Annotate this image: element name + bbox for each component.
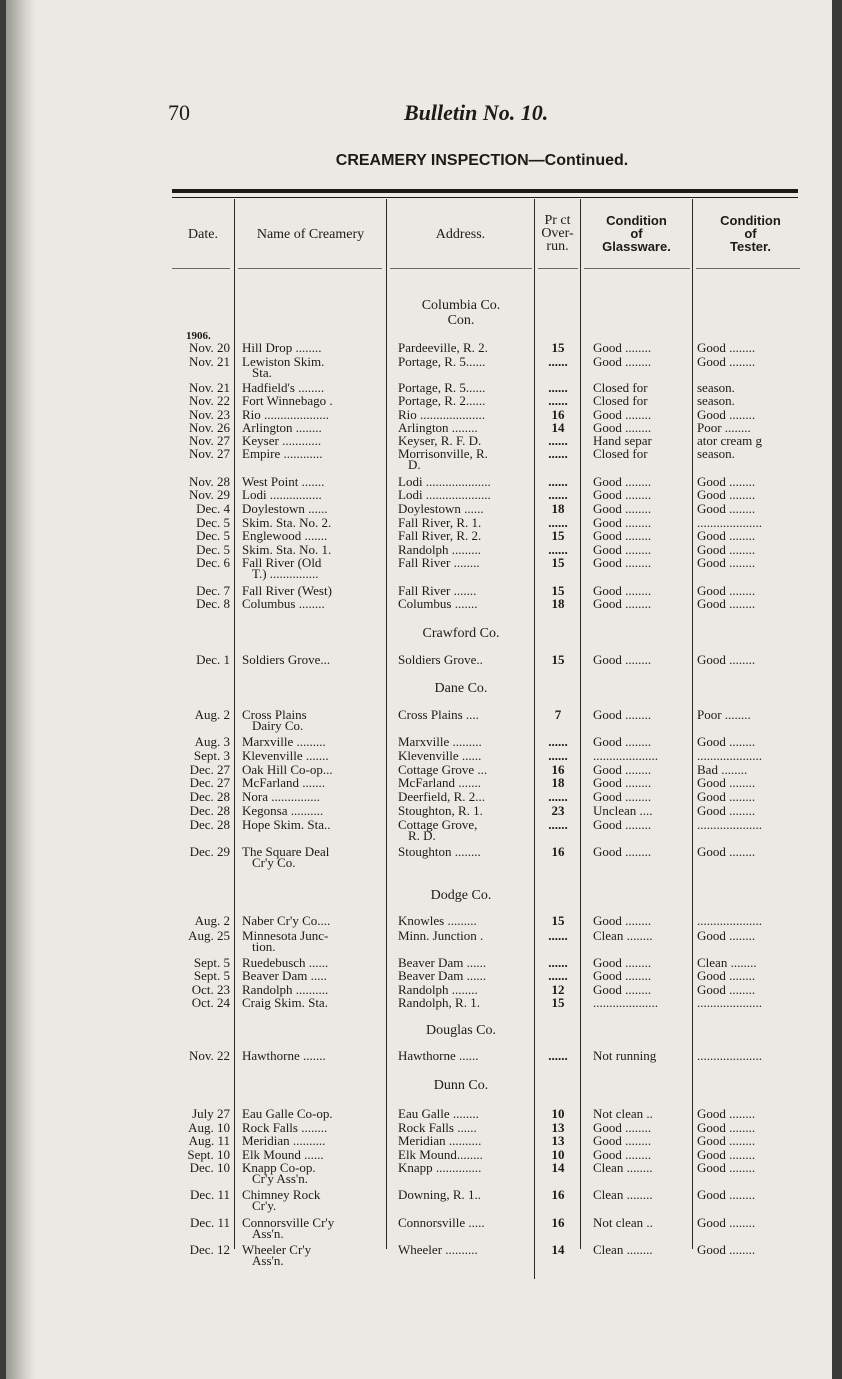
row-overrun: 15 [551,340,565,355]
row-overrun: 16 [551,844,565,859]
row-tester: Clean ........ [697,955,757,970]
row-creamery-name: Lewiston Skim. [242,354,325,369]
row-overrun: 14 [551,420,565,435]
row-overrun: 15 [551,583,565,598]
row-creamery-name: Dairy Co. [252,718,304,733]
row-creamery-name: The Square Deal [242,844,330,859]
row-address: Morrisonville, R. [398,446,488,461]
row-overrun: ...... [548,955,568,970]
row-glassware: Good ........ [593,596,652,611]
row-glassware: Good ........ [593,734,652,749]
running-title: Bulletin No. 10. [404,100,549,125]
row-glassware: Clean ........ [593,1187,653,1202]
row-glassware: Not clean .. [593,1215,653,1230]
row-address: Rio .................... [398,407,486,422]
row-tester: Good ........ [697,803,756,818]
row-overrun: ...... [548,433,568,448]
header-underline [696,268,800,269]
row-tester: Good ........ [697,1187,756,1202]
row-date: Dec. 10 [189,1160,230,1175]
row-date: Dec. 7 [196,583,230,598]
row-address: Deerfield, R. 2... [398,789,486,804]
row-tester: Good ........ [697,968,756,983]
row-tester: Good ........ [697,542,756,557]
row-date: Dec. 5 [196,542,230,557]
row-tester: .................... [697,1048,762,1063]
year-label: 1906. [186,330,211,342]
row-date: Aug. 2 [194,707,230,722]
row-glassware: Good ........ [593,968,652,983]
row-address: Hawthorne ...... [398,1048,479,1063]
row-date: Nov. 28 [188,474,230,489]
row-creamery-name: Oak Hill Co-op... [242,762,333,777]
row-glassware: Good ........ [593,420,652,435]
row-glassware: Good ........ [593,844,652,859]
row-glassware: Good ........ [593,474,652,489]
row-address: Soldiers Grove.. [398,652,483,667]
row-address: Knapp .............. [398,1160,482,1175]
row-tester: Good ........ [697,1215,756,1230]
row-address: Meridian .......... [398,1133,482,1148]
section-title: CREAMERY INSPECTION—Continued. [335,152,629,169]
row-date: Sept. 3 [193,748,230,763]
row-glassware: Good ........ [593,407,652,422]
row-glassware: .................... [593,748,658,763]
row-overrun: 15 [551,652,565,667]
row-address: Portage, R. 2...... [398,393,486,408]
row-creamery-name: T.) ............... [252,566,319,581]
county-heading: Dane Co. [434,681,488,696]
row-creamery-name: Hill Drop ........ [242,340,322,355]
row-tester: season. [697,393,735,408]
row-tester: Bad ........ [697,762,748,777]
row-creamery-name: Nora ............... [242,789,320,804]
row-overrun: 10 [551,1147,565,1162]
row-address: D. [408,457,421,472]
row-tester: Good ........ [697,1147,756,1162]
row-address: Stoughton, R. 1. [398,803,483,818]
row-tester: .................... [697,817,762,832]
row-overrun: 16 [551,1187,565,1202]
row-glassware: Clean ........ [593,1160,653,1175]
row-address: Knowles ......... [398,913,477,928]
row-overrun: ...... [548,487,568,502]
row-tester: Good ........ [697,501,756,516]
row-glassware: Hand separ [593,433,652,448]
row-date: Dec. 4 [196,501,230,516]
row-address: Cottage Grove ... [398,762,488,777]
row-glassware: Good ........ [593,982,652,997]
row-glassware: Good ........ [593,555,652,570]
row-date: Aug. 2 [194,913,230,928]
row-address: Randolph ......... [398,542,482,557]
row-creamery-name: Marxville ......... [242,734,326,749]
row-date: Nov. 22 [188,1048,230,1063]
row-creamery-name: Ass'n. [252,1253,284,1268]
row-date: Dec. 1 [196,652,230,667]
row-tester: season. [697,380,735,395]
row-date: Nov. 29 [188,487,230,502]
row-glassware: Good ........ [593,775,652,790]
row-overrun: 16 [551,407,565,422]
header-rule-thin [172,197,798,198]
page-number: 70 [168,100,190,125]
row-date: Dec. 11 [190,1187,230,1202]
row-creamery-name: McFarland ....... [242,775,326,790]
row-glassware: Good ........ [593,1147,652,1162]
row-glassware: .................... [593,995,658,1010]
row-glassware: Good ........ [593,707,652,722]
header-glassware: Condition of Glassware. [602,213,671,254]
header-date: Date. [188,227,218,242]
row-glassware: Good ........ [593,528,652,543]
row-address: Portage, R. 5...... [398,380,486,395]
row-date: Dec. 28 [189,817,230,832]
row-glassware: Closed for [593,446,648,461]
row-tester: Good ........ [697,1160,756,1175]
row-date: Dec. 28 [189,803,230,818]
row-glassware: Good ........ [593,340,652,355]
row-date: Oct. 24 [191,995,230,1010]
row-creamery-name: Naber Cr'y Co.... [242,913,331,928]
row-tester: Good ........ [697,734,756,749]
row-glassware: Good ........ [593,955,652,970]
row-address: Fall River ........ [398,555,480,570]
row-overrun: 15 [551,555,565,570]
row-address: Connorsville ..... [398,1215,485,1230]
row-overrun: 10 [551,1106,565,1121]
row-glassware: Unclean .... [593,803,653,818]
row-creamery-name: Kegonsa .......... [242,803,324,818]
row-tester: Good ........ [697,596,756,611]
row-glassware: Closed for [593,380,648,395]
row-date: Nov. 26 [188,420,230,435]
column-divider [580,199,581,1249]
row-creamery-name: Chimney Rock [242,1187,321,1202]
header-tester: Condition of Tester. [720,213,781,254]
row-creamery-name: Beaver Dam ..... [242,968,327,983]
row-creamery-name: Elk Mound ...... [242,1147,324,1162]
column-divider [534,199,535,1279]
row-tester: Good ........ [697,1106,756,1121]
row-tester: Good ........ [697,844,756,859]
row-address: Fall River ....... [398,583,477,598]
row-tester: Good ........ [697,354,756,369]
row-overrun: ...... [548,817,568,832]
row-address: Lodi .................... [398,487,491,502]
row-overrun: ...... [548,928,568,943]
row-glassware: Good ........ [593,913,652,928]
row-creamery-name: Fall River (Old [242,555,322,570]
row-glassware: Not clean .. [593,1106,653,1121]
row-address: Columbus ....... [398,596,478,611]
row-creamery-name: Soldiers Grove... [242,652,331,667]
row-date: Nov. 21 [188,354,230,369]
row-tester: .................... [697,913,762,928]
row-overrun: 15 [551,995,565,1010]
row-overrun: ...... [548,734,568,749]
row-date: Dec. 5 [196,515,230,530]
row-address: Marxville ......... [398,734,482,749]
row-tester: Good ........ [697,528,756,543]
row-tester: Good ........ [697,775,756,790]
row-date: Nov. 20 [188,340,230,355]
row-date: Dec. 12 [189,1242,230,1257]
header-underline [238,268,382,269]
header-rule-thick [172,189,798,193]
row-creamery-name: tion. [252,939,276,954]
row-address: Beaver Dam ...... [398,968,487,983]
header-overrun: Pr ct Over- run. [541,213,574,254]
row-creamery-name: Arlington ........ [242,420,322,435]
county-heading: Crawford Co. [422,626,500,641]
row-tester: .................... [697,748,762,763]
row-overrun: ...... [548,968,568,983]
row-tester: Good ........ [697,583,756,598]
header-underline [172,268,230,269]
row-tester: Good ........ [697,982,756,997]
row-overrun: ...... [548,1048,568,1063]
row-date: Dec. 27 [189,775,230,790]
row-address: R. D. [408,828,436,843]
row-address: Lodi .................... [398,474,491,489]
header-address: Address. [435,227,486,242]
row-glassware: Clean ........ [593,928,653,943]
row-address: Cottage Grove, [398,817,478,832]
row-address: Wheeler .......... [398,1242,478,1257]
row-glassware: Good ........ [593,354,652,369]
row-creamery-name: Fall River (West) [242,583,332,598]
row-address: Elk Mound........ [398,1147,483,1162]
row-overrun: 16 [551,1215,565,1230]
row-creamery-name: Hadfield's ........ [242,380,325,395]
row-date: Oct. 23 [191,982,230,997]
row-creamery-name: Ass'n. [252,1226,284,1241]
row-overrun: ...... [548,474,568,489]
row-glassware: Good ........ [593,817,652,832]
row-address: Fall River, R. 1. [398,515,482,530]
row-address: Randolph ........ [398,982,478,997]
row-address: Eau Galle ........ [398,1106,479,1121]
row-overrun: ...... [548,393,568,408]
row-overrun: 13 [551,1120,565,1135]
row-glassware: Closed for [593,393,648,408]
header-name: Name of Creamery [256,227,365,242]
header-underline [538,268,578,269]
row-date: Sept. 5 [193,968,230,983]
row-overrun: 18 [551,501,565,516]
row-overrun: 18 [551,775,565,790]
row-creamery-name: West Point ....... [242,474,325,489]
header-underline [390,268,532,269]
row-tester: Good ........ [697,1120,756,1135]
row-glassware: Good ........ [593,542,652,557]
row-date: Nov. 27 [188,433,230,448]
row-creamery-name: Randolph .......... [242,982,329,997]
row-creamery-name: Hawthorne ....... [242,1048,326,1063]
row-overrun: ...... [548,446,568,461]
row-address: Randolph, R. 1. [398,995,480,1010]
row-tester: .................... [697,515,762,530]
row-tester: .................... [697,995,762,1010]
row-overrun: ...... [548,789,568,804]
row-overrun: 14 [551,1160,565,1175]
row-address: Portage, R. 5...... [398,354,486,369]
row-glassware: Good ........ [593,515,652,530]
row-overrun: ...... [548,380,568,395]
row-address: Pardeeville, R. 2. [398,340,488,355]
row-glassware: Good ........ [593,762,652,777]
row-tester: Good ........ [697,1133,756,1148]
row-glassware: Good ........ [593,501,652,516]
page-gutter [6,0,36,1379]
row-address: Fall River, R. 2. [398,528,482,543]
row-overrun: ...... [548,354,568,369]
row-date: Nov. 21 [188,380,230,395]
row-glassware: Good ........ [593,652,652,667]
row-overrun: 23 [551,803,565,818]
row-address: Cross Plains .... [398,707,479,722]
county-heading: Columbia Co. Con. [421,298,501,328]
row-creamery-name: Cr'y Co. [252,855,296,870]
row-creamery-name: Doylestown ...... [242,501,328,516]
row-overrun: 18 [551,596,565,611]
row-overrun: 15 [551,913,565,928]
row-creamery-name: Keyser ............ [242,433,322,448]
row-tester: Good ........ [697,789,756,804]
row-date: Dec. 8 [196,596,230,611]
row-overrun: 14 [551,1242,565,1257]
row-address: Minn. Junction . [398,928,484,943]
row-creamery-name: Klevenville ....... [242,748,329,763]
row-tester: Poor ........ [697,420,751,435]
row-glassware: Good ........ [593,487,652,502]
row-address: Beaver Dam ...... [398,955,487,970]
row-glassware: Good ........ [593,1120,652,1135]
row-date: Aug. 25 [188,928,230,943]
book-page [6,0,832,1379]
row-tester: Good ........ [697,487,756,502]
row-overrun: 13 [551,1133,565,1148]
row-tester: Good ........ [697,928,756,943]
row-creamery-name: Englewood ....... [242,528,328,543]
county-heading: Douglas Co. [426,1023,496,1038]
row-tester: Poor ........ [697,707,751,722]
row-tester: ator cream g [697,433,762,448]
row-creamery-name: Skim. Sta. No. 1. [242,542,332,557]
row-creamery-name: Empire ............ [242,446,323,461]
header-underline [584,268,690,269]
row-creamery-name: Cr'y Ass'n. [252,1171,308,1186]
row-date: Dec. 5 [196,528,230,543]
row-date: Sept. 5 [193,955,230,970]
row-date: July 27 [192,1106,230,1121]
row-overrun: 7 [554,707,562,722]
row-creamery-name: Hope Skim. Sta.. [242,817,331,832]
row-address: McFarland ....... [398,775,482,790]
row-tester: Good ........ [697,555,756,570]
row-date: Dec. 11 [190,1215,230,1230]
row-tester: season. [697,446,735,461]
row-creamery-name: Minnesota Junc- [242,928,329,943]
row-glassware: Good ........ [593,583,652,598]
row-creamery-name: Wheeler Cr'y [242,1242,312,1257]
row-date: Nov. 23 [188,407,230,422]
row-date: Nov. 27 [188,446,230,461]
row-creamery-name: Eau Galle Co-op. [242,1106,333,1121]
row-glassware: Clean ........ [593,1242,653,1257]
row-date: Aug. 10 [188,1120,230,1135]
row-tester: Good ........ [697,474,756,489]
row-tester: Good ........ [697,340,756,355]
row-date: Dec. 6 [196,555,230,570]
row-date: Aug. 11 [188,1133,230,1148]
county-heading: Dunn Co. [433,1078,489,1093]
row-overrun: ...... [548,542,568,557]
row-address: Klevenville ...... [398,748,482,763]
row-address: Keyser, R. F. D. [398,433,482,448]
row-tester: Good ........ [697,407,756,422]
row-creamery-name: Rock Falls ........ [242,1120,328,1135]
row-creamery-name: Lodi ................ [242,487,322,502]
row-creamery-name: Cross Plains [242,707,307,722]
row-date: Nov. 22 [188,393,230,408]
row-overrun: 12 [551,982,565,997]
row-overrun: 15 [551,528,565,543]
row-date: Aug. 3 [194,734,230,749]
row-address: Stoughton ........ [398,844,481,859]
row-creamery-name: Rio .................... [242,407,330,422]
row-tester: Good ........ [697,1242,756,1257]
row-creamery-name: Skim. Sta. No. 2. [242,515,332,530]
county-heading: Dodge Co. [430,888,492,903]
row-creamery-name: Ruedebusch ...... [242,955,329,970]
row-tester: Good ........ [697,652,756,667]
row-date: Dec. 29 [189,844,230,859]
column-divider [234,199,235,1249]
row-creamery-name: Knapp Co-op. [242,1160,316,1175]
row-overrun: ...... [548,515,568,530]
row-creamery-name: Meridian .......... [242,1133,326,1148]
row-address: Rock Falls ...... [398,1120,477,1135]
row-glassware: Good ........ [593,789,652,804]
row-date: Dec. 28 [189,789,230,804]
row-overrun: ...... [548,748,568,763]
row-glassware: Good ........ [593,1133,652,1148]
row-address: Downing, R. 1.. [398,1187,482,1202]
row-creamery-name: Columbus ........ [242,596,325,611]
row-overrun: 16 [551,762,565,777]
row-address: Doylestown ...... [398,501,484,516]
row-creamery-name: Connorsville Cr'y [242,1215,335,1230]
row-date: Sept. 10 [187,1147,230,1162]
row-date: Dec. 27 [189,762,230,777]
row-glassware: Not running [593,1048,657,1063]
row-address: Arlington ........ [398,420,478,435]
row-creamery-name: Sta. [252,365,272,380]
row-creamery-name: Fort Winnebago . [242,393,333,408]
row-creamery-name: Cr'y. [252,1198,277,1213]
row-creamery-name: Craig Skim. Sta. [242,995,328,1010]
